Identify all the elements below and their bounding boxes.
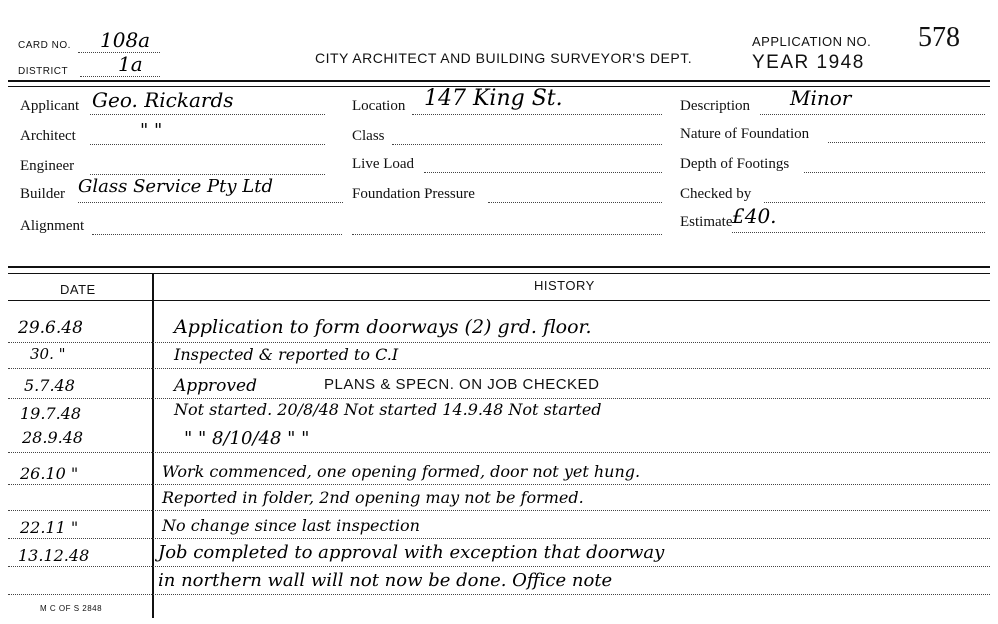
description-value: Minor bbox=[790, 86, 852, 110]
architect-value: " " bbox=[140, 120, 163, 141]
location-value: 147 King St. bbox=[424, 86, 563, 111]
applicant-label: Applicant bbox=[20, 98, 80, 114]
application-number: 578 bbox=[918, 22, 960, 53]
card-no-label: CARD NO. bbox=[18, 40, 71, 51]
district-value: 1a bbox=[118, 52, 143, 76]
form-code: M C OF S 2848 bbox=[40, 604, 103, 613]
row-text-8: No change since last inspection bbox=[162, 516, 420, 535]
row-text-1: Application to form doorways (2) grd. floor. bbox=[174, 316, 592, 338]
row-text-4: Not started. 20/8/48 Not started 14.9.48 Not started bbox=[174, 400, 602, 419]
card-no-value: 108a bbox=[100, 28, 151, 52]
row-date-8: 22.11 " bbox=[20, 518, 79, 537]
checked-by-label: Checked by bbox=[680, 186, 752, 202]
engineer-label: Engineer bbox=[20, 158, 75, 174]
estimate-value: £40. bbox=[732, 204, 777, 228]
description-label: Description bbox=[680, 98, 750, 114]
builder-label: Builder bbox=[20, 186, 65, 202]
depth-of-footings-label: Depth of Footings bbox=[680, 156, 790, 172]
row-date-4: 19.7.48 bbox=[20, 404, 82, 423]
estimate-label: Estimate bbox=[680, 214, 733, 230]
row-date-2: 30. " bbox=[30, 345, 66, 363]
live-load-label: Live Load bbox=[352, 156, 415, 172]
applicant-value: Geo. Rickards bbox=[92, 88, 234, 112]
row-text-10: in northern wall will not now be done. Office note bbox=[158, 570, 613, 591]
foundation-pressure-label: Foundation Pressure bbox=[352, 186, 475, 202]
nature-of-foundation-label: Nature of Foundation bbox=[680, 126, 810, 142]
row-date-5: 28.9.48 bbox=[22, 428, 84, 447]
row-text-5: " " 8/10/48 " " bbox=[184, 428, 310, 449]
alignment-label: Alignment bbox=[20, 218, 85, 234]
application-label: APPLICATION NO. bbox=[752, 34, 872, 49]
row-date-1: 29.6.48 bbox=[18, 318, 83, 338]
row-date-3: 5.7.48 bbox=[24, 376, 75, 395]
row-text-9: Job completed to approval with exception that doorway bbox=[158, 542, 665, 563]
row-text-6: Work commenced, one opening formed, door not yet hung. bbox=[162, 462, 641, 481]
row-date-9: 13.12.48 bbox=[18, 546, 90, 565]
class-label: Class bbox=[352, 128, 385, 144]
year-label: YEAR 1948 bbox=[752, 52, 865, 73]
row-text-7: Reported in folder, 2nd opening may not be formed. bbox=[162, 488, 584, 507]
date-column-header: DATE bbox=[60, 282, 96, 297]
location-label: Location bbox=[352, 98, 406, 114]
district-label: DISTRICT bbox=[18, 66, 69, 77]
builder-value: Glass Service Pty Ltd bbox=[78, 176, 273, 197]
history-column-header: HISTORY bbox=[534, 278, 595, 293]
row-text-2: Inspected & reported to C.I bbox=[174, 345, 399, 364]
row-text-3: Approved bbox=[174, 376, 257, 396]
architect-label: Architect bbox=[20, 128, 76, 144]
dept-title: CITY ARCHITECT AND BUILDING SURVEYOR'S DEPT. bbox=[315, 50, 693, 66]
checked-stamp: PLANS & SPECN. ON JOB CHECKED bbox=[324, 376, 600, 393]
row-date-6: 26.10 " bbox=[20, 464, 79, 483]
